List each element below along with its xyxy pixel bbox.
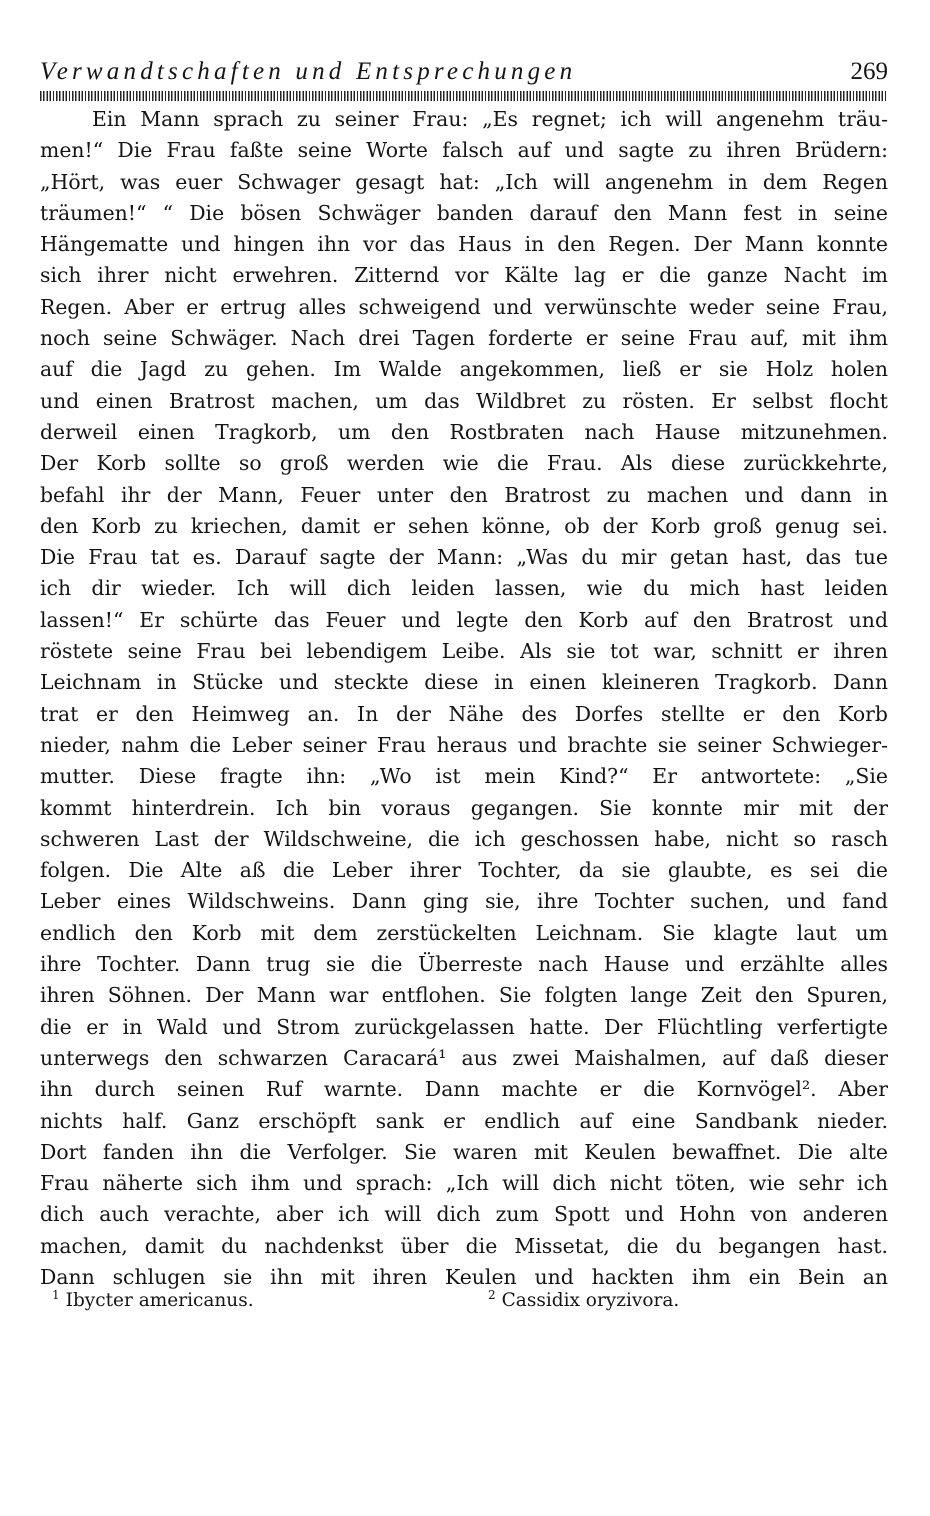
footnote-1	[52, 1286, 254, 1316]
text-line: unterwegs den schwarzen Caracará¹ aus zwei Maishalmen, auf daß dieser	[40, 1045, 888, 1070]
text-line: men!“ Die Frau faßte seine Worte falsch auf und sagte zu ihren Brüdern:	[40, 138, 888, 163]
footnote-text: Cassidix oryzivora.	[501, 1290, 680, 1311]
text-line: endlich den Korb mit dem zerstückelten Leichnam. Sie klagte laut um	[40, 920, 888, 945]
text-line: lassen!“ Er schürte das Feuer und legte den Korb auf den Bratrost und	[40, 607, 888, 632]
footnote-text: Ibycter americanus.	[65, 1290, 254, 1311]
footnotes	[52, 1286, 888, 1316]
text-line: ihren Söhnen. Der Mann war entflohen. Sie folgten lange Zeit den Spuren,	[40, 983, 888, 1008]
footnote-2	[488, 1286, 679, 1316]
text-line: und einen Bratrost machen, um das Wildbret zu rösten. Er selbst flocht	[40, 388, 888, 413]
text-line: derweil einen Tragkorb, um den Rostbraten nach Hause mitzunehmen.	[40, 419, 888, 444]
text-line: Die Frau tat es. Darauf sagte der Mann: „Was du mir getan hast, das tue	[40, 545, 888, 570]
text-line: Dort fanden ihn die Verfolger. Sie waren mit Keulen bewaffnet. Die alte	[40, 1139, 888, 1164]
text-line: Hängematte und hingen ihn vor das Haus in den Regen. Der Mann konnte	[40, 232, 888, 257]
text-line: Frau näherte sich ihm und sprach: „Ich will dich nicht töten, wie sehr ich	[40, 1171, 888, 1196]
text-line: ihre Tochter. Dann trug sie die Überreste nach Hause und erzählte alles	[40, 952, 888, 977]
text-line: ihn durch seinen Ruf warnte. Dann machte er die Kornvögel². Aber	[40, 1077, 888, 1102]
text-line: auf die Jagd zu gehen. Im Walde angekommen, ließ er sie Holz holen	[40, 357, 888, 382]
text-line: Ein Mann sprach zu seiner Frau: „Es regnet; ich will angenehm träu-	[92, 107, 888, 131]
text-line: röstete seine Frau bei lebendigem Leibe. Als sie tot war, schnitt er ihren	[40, 639, 888, 664]
text-line: Leber eines Wildschweins. Dann ging sie, ihre Tochter suchen, und fand	[40, 889, 888, 914]
text-line: schweren Last der Wildschweine, die ich geschossen habe, nicht so rasch	[40, 826, 888, 851]
text-line: noch seine Schwäger. Nach drei Tagen forderte er seine Frau auf, mit ihm	[40, 326, 888, 351]
text-line: dich auch verachte, aber ich will dich zum Spott und Hohn von anderen	[40, 1202, 888, 1227]
footnote-mark: 1	[52, 1287, 60, 1302]
text-line: den Korb zu kriechen, damit er sehen könne, ob der Korb groß genug sei.	[40, 513, 888, 538]
body-text	[40, 104, 888, 1293]
text-line: Der Korb sollte so groß werden wie die Frau. Als diese zurückkehrte,	[40, 451, 888, 476]
running-title: Verwandtschaften und Entsprechungen	[40, 58, 577, 85]
text-line: träumen!“ “ Die bösen Schwäger banden darauf den Mann fest in seine	[40, 200, 888, 225]
text-line: folgen. Die Alte aß die Leber ihrer Tochter, da sie glaubte, es sei die	[40, 858, 888, 883]
text-line: sich ihrer nicht erwehren. Zitternd vor Kälte lag er die ganze Nacht im	[40, 263, 888, 288]
text-line: nichts half. Ganz erschöpft sank er endlich auf eine Sandbank nieder.	[40, 1108, 888, 1133]
text-line: kommt hinterdrein. Ich bin voraus gegangen. Sie konnte mir mit der	[40, 795, 888, 820]
running-head	[40, 58, 888, 90]
text-line: „Hört, was euer Schwager gesagt hat: „Ich will angenehm in dem Regen	[40, 169, 888, 194]
text-line: befahl ihr der Mann, Feuer unter den Bratrost zu machen und dann in	[40, 482, 888, 507]
text-line: Dann schlugen sie ihn mit ihren Keulen und hackten ihm ein Bein an	[40, 1264, 888, 1289]
text-line: machen, damit du nachdenkst über die Missetat, die du begangen hast.	[40, 1233, 888, 1258]
header-rule	[40, 91, 888, 101]
footnote-mark: 2	[488, 1287, 496, 1302]
text-line: Regen. Aber er ertrug alles schweigend und verwünschte weder seine Frau,	[40, 294, 888, 319]
page-number: 269	[850, 58, 888, 85]
text-line: mutter. Diese fragte ihn: „Wo ist mein Kind?“ Er antwortete: „Sie	[40, 764, 888, 789]
text-line: die er in Wald und Strom zurückgelassen hatte. Der Flüchtling verfertigte	[40, 1014, 888, 1039]
text-line: ich dir wieder. Ich will dich leiden lassen, wie du mich hast leiden	[40, 576, 888, 601]
text-line: trat er den Heimweg an. In der Nähe des Dorfes stellte er den Korb	[40, 701, 888, 726]
text-line: nieder, nahm die Leber seiner Frau heraus und brachte sie seiner Schwieger-	[40, 732, 888, 757]
text-line: Leichnam in Stücke und steckte diese in einen kleineren Tragkorb. Dann	[40, 670, 888, 695]
